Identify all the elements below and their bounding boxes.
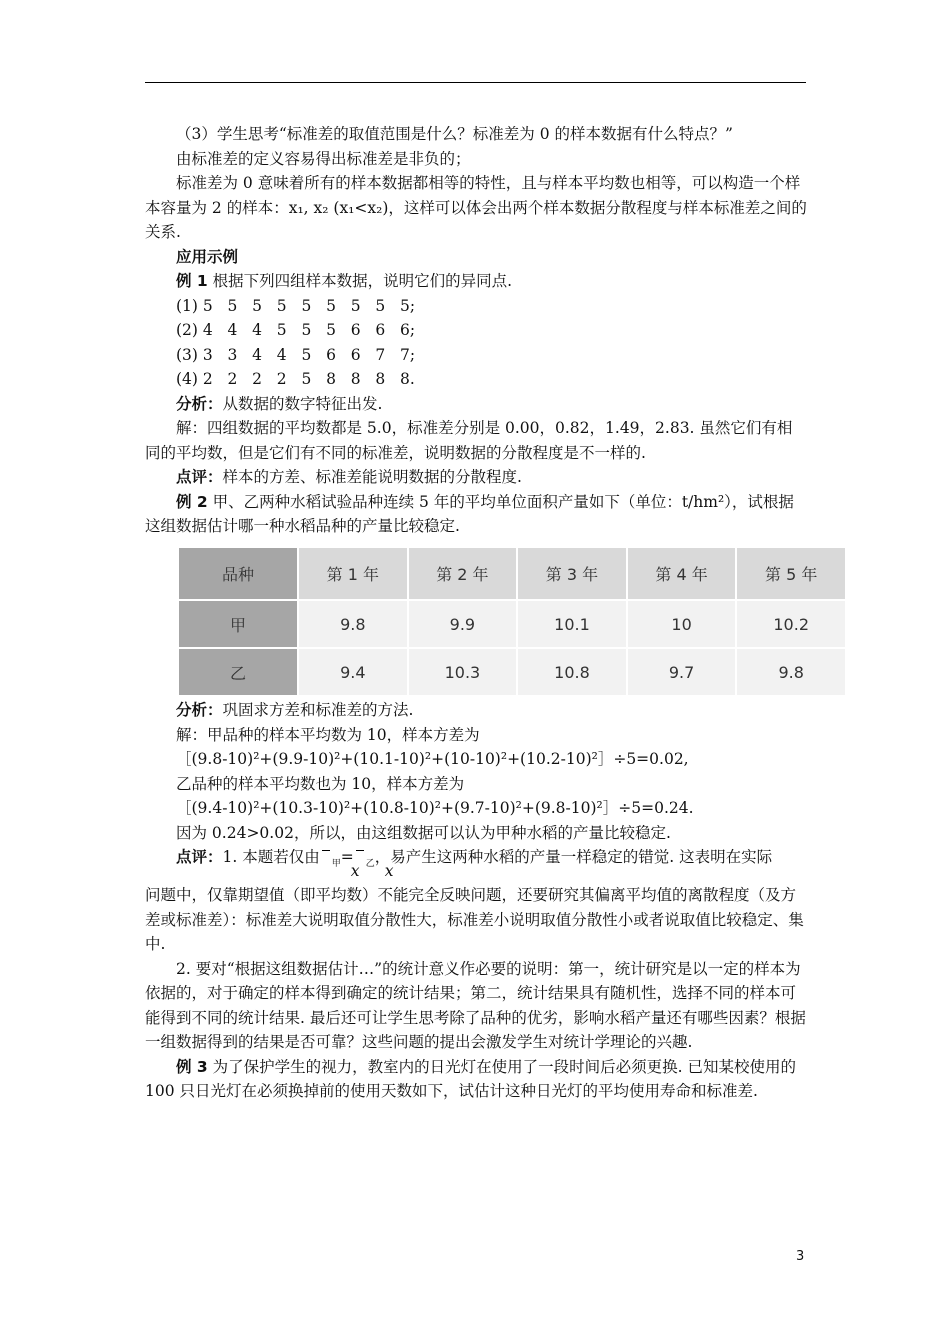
table-cell: 10.1 (517, 600, 627, 648)
table-cell: 10.2 (736, 600, 846, 648)
ex2-analysis-text: 巩固求方差和标准差的方法. (222, 701, 414, 719)
ex1-intro (145, 269, 807, 294)
page-number: 3 (796, 1249, 805, 1264)
section3-question: （3）学生思考“标准差的取值范围是什么？标准差为 0 的样本数据有什么特点？” (176, 125, 733, 143)
table-cell: 10.3 (408, 648, 518, 696)
ex2-formula-1: ［(9.8-10)²+(9.9-10)²+(10.1-10)²+(10-10)²+(10.2-10)²］÷5=0.02, (176, 750, 689, 768)
ex1-row-2: (2) 4 4 4 5 5 5 6 6 6; (176, 321, 416, 339)
table-header-cell: 品种 (178, 547, 298, 600)
table-cell: 乙 (178, 648, 298, 696)
ex3-intro (145, 1055, 807, 1104)
ex1-text: 根据下列四组样本数据，说明它们的异同点. (207, 272, 513, 290)
ex2-comment-b: ，易产生这两种水稻的产量一样稳定的错觉. 这表明在实际 (374, 848, 773, 866)
ex1-analysis-text: 从数据的数字特征出发. (222, 394, 383, 413)
table-cell: 9.4 (298, 648, 408, 696)
ex1-comment-label: 点评： (176, 468, 223, 486)
ex2-solution-2: 乙品种的样本平均数也为 10，样本方差为 (176, 774, 465, 793)
table-cell: 9.9 (408, 600, 518, 648)
ex1-row-1: (1) 5 5 5 5 5 5 5 5 5; (176, 296, 416, 315)
table-cell: 10 (627, 600, 737, 648)
ex2-intro (145, 490, 807, 539)
ex2-formula-2: ［(9.4-10)²+(10.3-10)²+(10.8-10)²+(9.7-10)²+(9.8-10)²］÷5=0.24. (176, 799, 694, 817)
xbar-symbol: x (320, 845, 332, 869)
ex1-solution: 解：四组数据的平均数都是 5.0，标准差分别是 0.00，0.82，1.49，2.83. 虽然它们有相同的平均数，但是它们有不同的标准差，说明数据的分散程度是不一样的. (145, 419, 793, 462)
ex2-analysis (145, 698, 807, 723)
ex3-text: 为了保护学生的视力，教室内的日光灯在使用了一段时间后必须更换. 已知某校使用的 100 只日光灯在必须换掉前的使用天数如下，试估计这种日光灯的平均使用寿命和标准差. (145, 1057, 796, 1100)
table-row (178, 648, 846, 696)
table-header-cell: 第 3 年 (517, 547, 627, 600)
table-header-row (178, 547, 846, 600)
ex1-comment (145, 465, 807, 490)
ex2-label: 例 2 (176, 492, 208, 511)
table-cell: 9.8 (298, 600, 408, 648)
table-header-cell: 第 1 年 (298, 547, 408, 600)
ex2-comment-label: 点评： (176, 848, 223, 866)
ex2-text: 甲、乙两种水稻试验品种连续 5 年的平均单位面积产量如下（单位：t/hm²），试根据这组数据估计哪一种水稻品种的产量比较稳定. (145, 492, 794, 535)
ex2-comment-continued: 问题中，仅靠期望值（即平均数）不能完全反映问题，还要研究其偏离平均值的离散程度（及方差或标准差）：标准差大说明取值分散性大，标准差小说明取值分散性小或者说取值比较稳定、集中. (145, 886, 804, 953)
ex2-comment-1 (145, 845, 807, 883)
table-cell: 10.8 (517, 648, 627, 696)
ex2-comment-2: 2. 要对“根据这组数据估计…”的统计意义作必要的说明：第一，统计研究是以一定的样本为依据的，对于确定的样本得到确定的统计结果；第二，统计结果具有随机性，选择不同的样本可能得到不同的统计结果. 最后还可让学生思考除了品种的优劣，影响水稻产量还有哪些因素？根据一组数据得到的结果是否可靠？这些问题的提出会激发学生对统计学理论的兴趣. (145, 959, 806, 1051)
table-header-cell: 第 5 年 (736, 547, 846, 600)
ex2-comment-sub1: 甲 (331, 859, 341, 870)
ex2-comment-eq: = (340, 848, 354, 866)
ex2-comment-a: 1. 本题若仅由 (222, 848, 320, 866)
ex3-label: 例 3 (176, 1057, 208, 1076)
ex2-analysis-label: 分析： (176, 701, 223, 719)
xbar-symbol: x (354, 845, 366, 869)
table-row (178, 600, 846, 648)
section3-line1: 由标准差的定义容易得出标准差是非负的； (176, 149, 471, 168)
table-cell: 甲 (178, 600, 298, 648)
page-body-top (145, 122, 807, 539)
ex1-comment-text: 样本的方差、标准差能说明数据的分散程度. (222, 468, 522, 486)
table-cell: 9.8 (736, 648, 846, 696)
ex1-row-4: (4) 2 2 2 2 5 8 8 8 8. (176, 370, 415, 388)
ex1-analysis-label: 分析： (176, 394, 223, 413)
section3-line2: 标准差为 0 意味着所有的样本数据都相等的特性，且与样本平均数也相等，可以构造一个样本容量为 2 的样本：x₁, x₂ (x₁<x₂)，这样可以体会出两个样本数据分散程度与样本标准差之间的关系. (145, 174, 807, 241)
yield-table (177, 546, 847, 697)
ex1-label: 例 1 (176, 272, 208, 290)
table-cell: 9.7 (627, 648, 737, 696)
apply-title: 应用示例 (176, 247, 239, 266)
ex2-comment-sub2: 乙 (365, 859, 375, 870)
ex1-analysis (145, 392, 807, 417)
page-body-bottom (145, 698, 807, 1104)
ex2-solution-1: 解：甲品种的样本平均数为 10，样本方差为 (176, 725, 480, 744)
table-header-cell: 第 4 年 (627, 547, 737, 600)
ex2-solution-3: 因为 0.24>0.02，所以，由这组数据可以认为甲种水稻的产量比较稳定. (176, 823, 671, 842)
table-header-cell: 第 2 年 (408, 547, 518, 600)
header-rule (145, 82, 806, 83)
ex1-row-3: (3) 3 3 4 4 5 6 6 7 7; (176, 345, 416, 364)
